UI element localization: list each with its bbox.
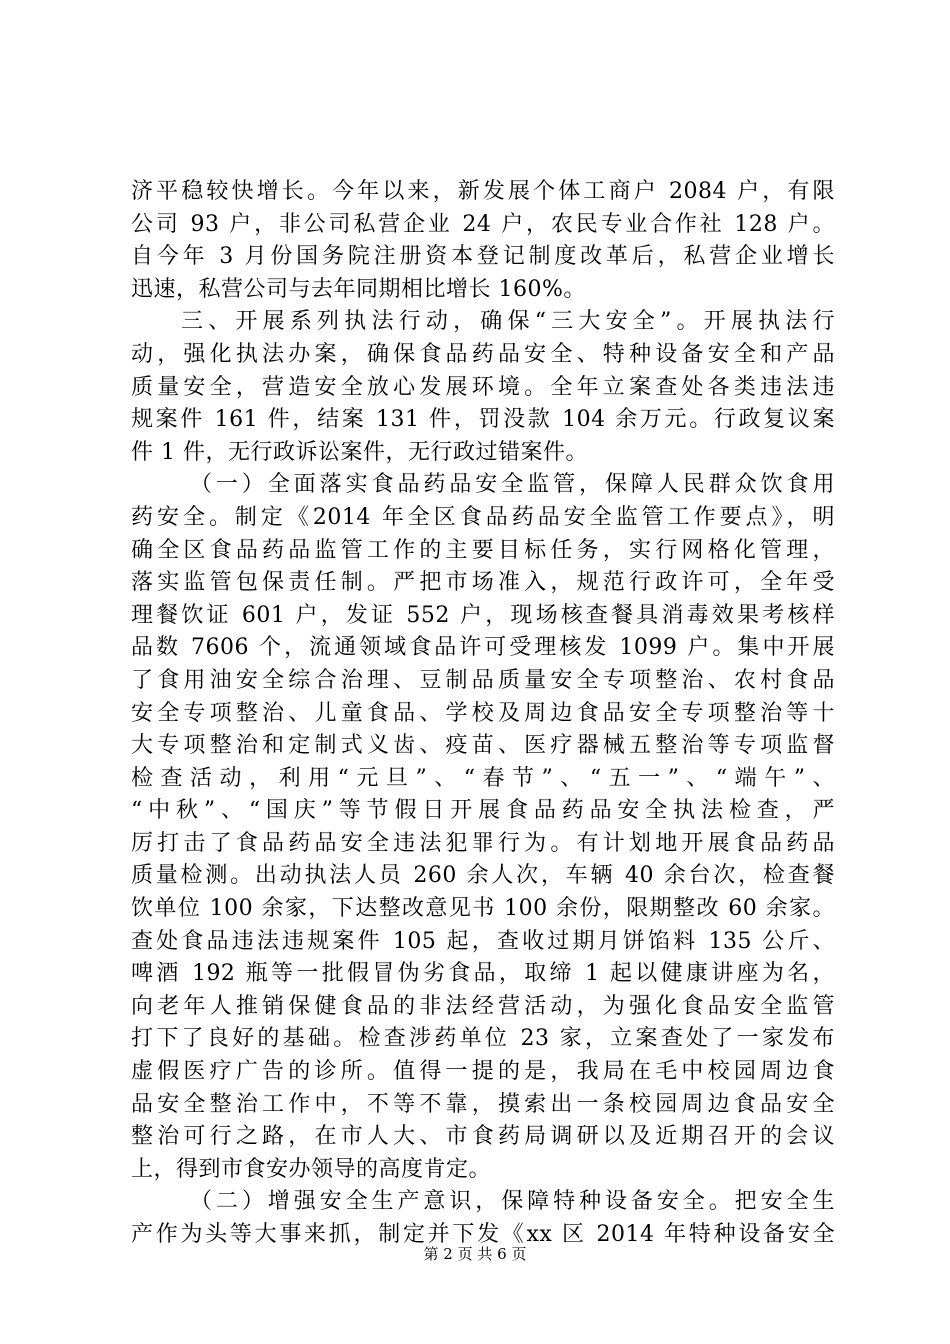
text-line: 济平稳较快增长。今年以来，新发展个体工商户 2084 户，有限	[131, 179, 835, 204]
text-line: 品数 7606 个，流通领域食品许可受理核发 1099 户。集中开展	[131, 635, 835, 661]
text-line: （二）增强安全生产意识，保障特种设备安全。把安全生	[190, 1189, 835, 1215]
text-line: 公司 93 户，非公司私营企业 24 户，农民专业合作社 128 户。	[131, 211, 835, 237]
text-line: 质量检测。出动执法人员 260 余人次，车辆 40 余台次，检查餐	[131, 863, 835, 889]
text-line: 品安全整治工作中，不等不靠，摸索出一条校园周边食品安全	[131, 1091, 835, 1117]
text-line: 厉打击了食品药品安全违法犯罪行为。有计划地开展食品药品	[131, 830, 835, 856]
text-line: 自今年 3 月份国务院注册资本登记制度改革后，私营企业增长	[131, 244, 835, 270]
text-line: 规案件 161 件，结案 131 件，罚没款 104 余万元。行政复议案	[131, 407, 835, 433]
text-line: 三、开展系列执法行动，确保“三大安全”。开展执法行	[181, 309, 835, 335]
page-footer: 第 2 页 共 6 页	[423, 1245, 527, 1263]
document-body	[131, 176, 835, 1252]
text-line: 了食用油安全综合治理、豆制品质量安全专项整治、农村食品	[131, 667, 835, 693]
text-line: 啤酒 192 瓶等一批假冒伪劣食品，取缔 1 起以健康讲座为名，	[131, 961, 835, 987]
text-line: 虚假医疗广告的诊所。值得一提的是，我局在毛中校园周边食	[131, 1059, 835, 1085]
text-line: 整治可行之路，在市人大、市食药局调研以及近期召开的会议	[131, 1124, 835, 1150]
text-line: 动，强化执法办案，确保食品药品安全、特种设备安全和产品	[131, 341, 835, 367]
text-line: 查处食品违法违规案件 105 起，查收过期月饼馅料 135 公斤、	[131, 928, 835, 954]
text-line: 理餐饮证 601 户，发证 552 户，现场核查餐具消毒效果考核样	[131, 602, 835, 628]
text-line: 向老年人推销保健食品的非法经营活动，为强化食品安全监管	[131, 993, 835, 1019]
text-line: 落实监管包保责任制。严把市场准入，规范行政许可，全年受	[131, 570, 835, 596]
text-line: 上，得到市食安办领导的高度肯定。	[131, 1156, 492, 1182]
text-line: 产作为头等大事来抓，制定并下发《xx 区 2014 年特种设备安全	[131, 1222, 835, 1247]
text-line: 迅速，私营公司与去年同期相比增长 160%。	[131, 276, 586, 302]
text-line: “中秋”、“国庆”等节假日开展食品药品安全执法检查，严	[131, 798, 835, 824]
text-line: 饮单位 100 余家，下达整改意见书 100 余份，限期整改 60 余家。	[131, 896, 835, 922]
text-line: 检查活动，利用“元旦”、“春节”、“五一”、“端午”、	[131, 765, 835, 791]
text-line: 质量安全，营造安全放心发展环境。全年立案查处各类违法违	[131, 374, 835, 400]
text-line: 打下了良好的基础。检查涉药单位 23 家，立案查处了一家发布	[131, 1026, 835, 1052]
text-line: 确全区食品药品监管工作的主要目标任务，实行网格化管理，	[131, 537, 835, 563]
text-line: 药安全。制定《2014 年全区食品药品安全监管工作要点》，明	[131, 504, 835, 530]
text-line: 大专项整治和定制式义齿、疫苗、医疗器械五整治等专项监督	[131, 733, 835, 759]
text-line: 件 1 件，无行政诉讼案件，无行政过错案件。	[131, 439, 588, 465]
text-line: 安全专项整治、儿童食品、学校及周边食品安全专项整治等十	[131, 700, 835, 726]
text-line: （一）全面落实食品药品安全监管，保障人民群众饮食用	[190, 472, 835, 498]
